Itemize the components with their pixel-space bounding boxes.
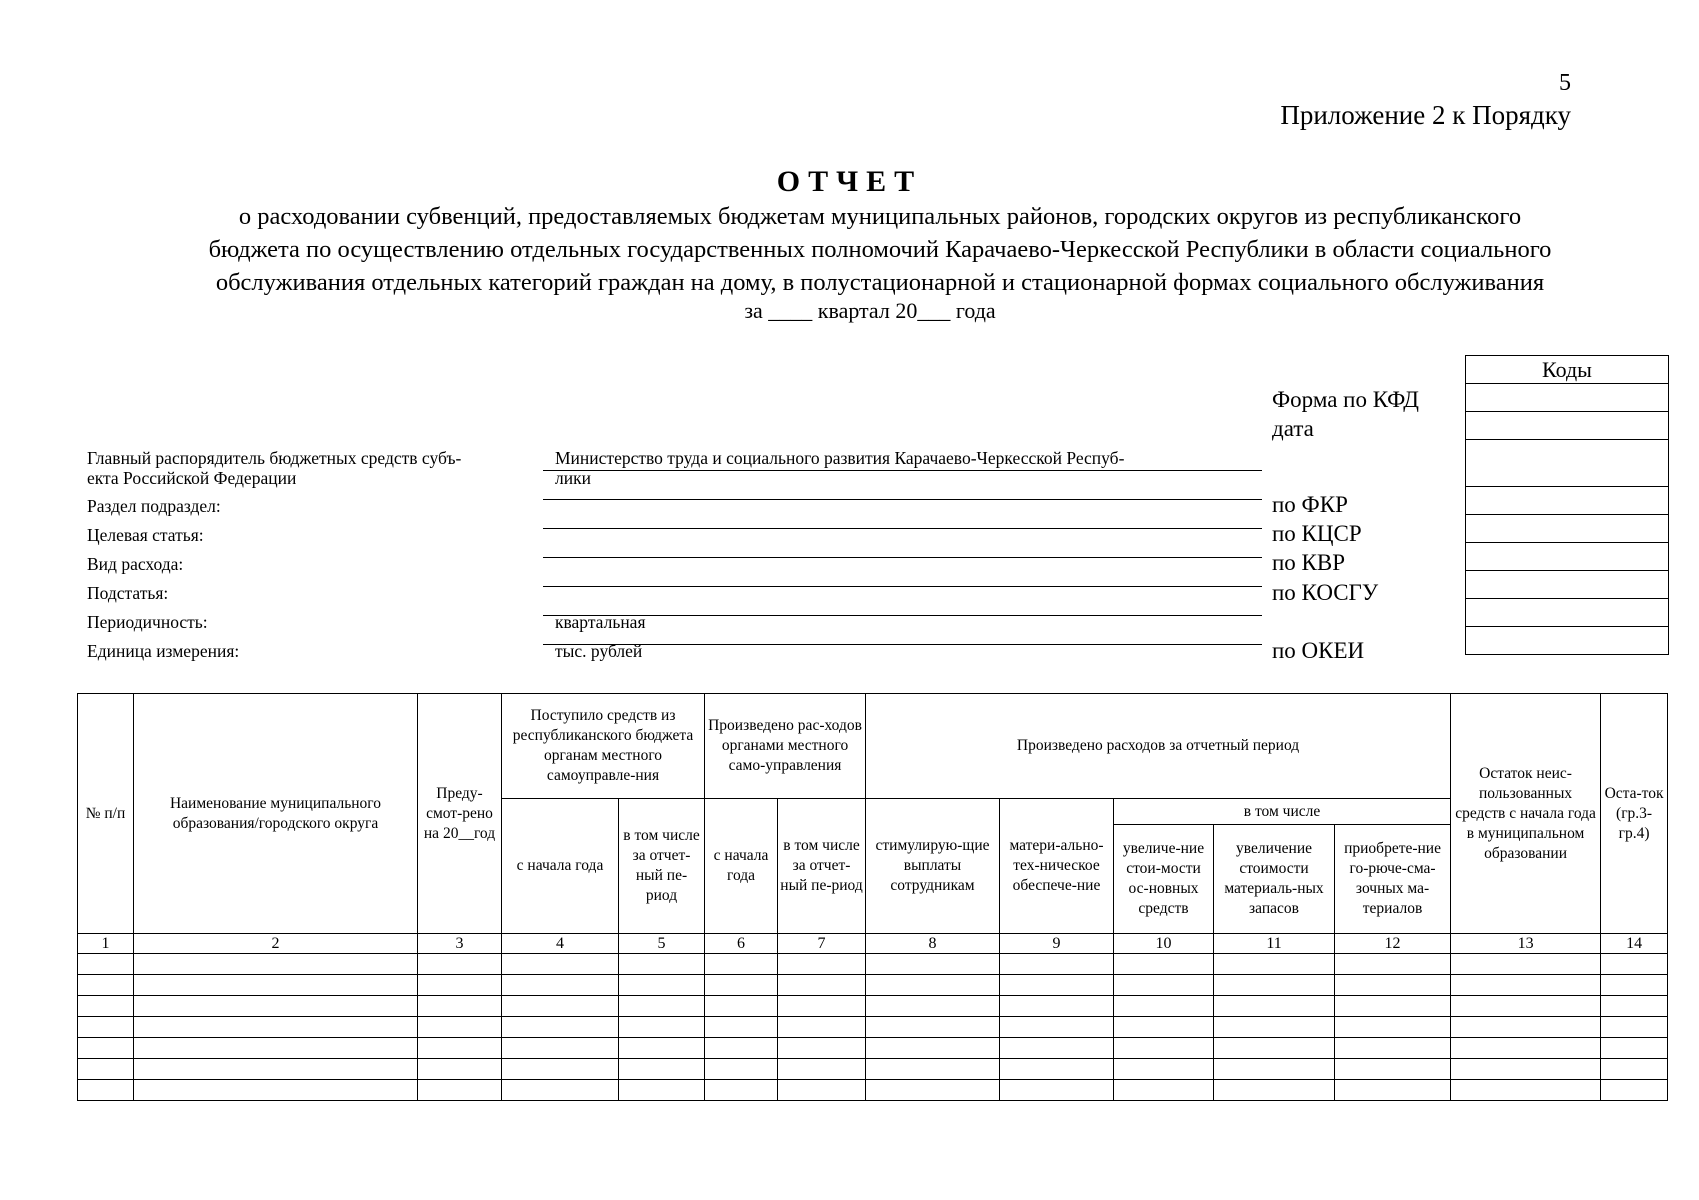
report-period: за ____ квартал 20___ года [744,298,996,323]
table-cell[interactable] [418,1059,502,1080]
colnum-3: 3 [418,934,502,954]
table-cell[interactable] [619,996,705,1017]
colnum-5: 5 [619,934,705,954]
section-line[interactable] [543,499,1262,500]
date-label: дата [1272,416,1314,441]
table-cell[interactable] [705,954,778,975]
code-okei[interactable] [1466,627,1669,655]
table-cell[interactable] [1000,975,1114,996]
subtitle-line-3: обслуживания отдельных категорий граждан на дому, в полустационарной и стационарной формах социального обслуживания [215,269,1545,296]
table-row [78,996,1668,1017]
table-cell[interactable] [502,1059,619,1080]
table-cell[interactable] [1451,1059,1601,1080]
table-row [78,1059,1668,1080]
colnum-8: 8 [866,934,1000,954]
table-cell[interactable] [705,1038,778,1059]
table-cell[interactable] [502,975,619,996]
colnum-4: 4 [502,934,619,954]
colnum-1: 1 [78,934,134,954]
periodicity-label: Периодичность: [87,612,208,632]
sub-received-from-year-start: с начала года [502,799,619,934]
colnum-7: 7 [778,934,866,954]
sub-spent-incl-period: в том числе за отчет-ный пе-риод [778,799,866,934]
table-cell[interactable] [502,996,619,1017]
table-cell[interactable] [1451,954,1601,975]
table-cell[interactable] [1335,996,1451,1017]
unit-line[interactable] [543,644,1262,645]
table-cell[interactable] [866,954,1000,975]
table-cell[interactable] [778,1038,866,1059]
table-cell[interactable] [134,996,418,1017]
manager-value: Министерство труда и социального развития Карачаево-Черкесской Респуб- лики [555,448,1125,488]
table-cell[interactable] [705,996,778,1017]
codes-header: Коды [1466,356,1669,384]
table-cell[interactable] [778,975,866,996]
table-cell[interactable] [1335,1017,1451,1038]
code-date[interactable] [1466,412,1669,440]
table-cell[interactable] [1114,996,1214,1017]
table-cell[interactable] [1000,1038,1114,1059]
subarticle-line[interactable] [543,586,1262,587]
col-received-header: Поступило средств из республиканского бюджета органам местного самоуправле-ния [502,694,705,799]
table-cell[interactable] [418,1017,502,1038]
table-cell[interactable] [502,1080,619,1101]
table-cell[interactable] [1601,975,1668,996]
table-cell[interactable] [1000,1080,1114,1101]
page-number: 5 [1559,70,1571,96]
colnum-13: 13 [1451,934,1601,954]
table-cell[interactable] [1601,1080,1668,1101]
codes-table [1465,355,1669,655]
table-cell[interactable] [418,996,502,1017]
code-periodicity[interactable] [1466,599,1669,627]
table-cell[interactable] [1114,954,1214,975]
table-cell[interactable] [78,1017,134,1038]
sub-spent-from-year-start: с начала года [705,799,778,934]
report-title: ОТЧЕТ [776,165,923,198]
table-cell[interactable] [1601,1059,1668,1080]
colnum-14: 14 [1601,934,1668,954]
table-cell[interactable] [1335,1059,1451,1080]
table-cell[interactable] [1000,1059,1114,1080]
table-cell[interactable] [1601,996,1668,1017]
kcsr-label: по КЦСР [1272,521,1362,546]
table-cell[interactable] [1114,1080,1214,1101]
table-cell[interactable] [705,1017,778,1038]
table-cell[interactable] [502,954,619,975]
section-label: Раздел подраздел: [87,496,221,516]
table-cell[interactable] [778,1059,866,1080]
table-cell[interactable] [134,1017,418,1038]
table-cell[interactable] [705,1080,778,1101]
table-row [78,1017,1668,1038]
expense-type-label: Вид расхода: [87,554,184,574]
manager-label: Главный распорядитель бюджетных средств субъ- екта Российской Федерации [87,448,462,488]
colnum-11: 11 [1214,934,1335,954]
table-cell[interactable] [1114,1059,1214,1080]
table-cell[interactable] [778,1017,866,1038]
table-cell[interactable] [1214,996,1335,1017]
table-cell[interactable] [134,1080,418,1101]
table-cell[interactable] [502,1017,619,1038]
code-kcsr[interactable] [1466,515,1669,543]
kvr-label: по КВР [1272,550,1346,575]
table-cell[interactable] [619,1038,705,1059]
table-cell[interactable] [1214,975,1335,996]
colnum-6: 6 [705,934,778,954]
table-cell[interactable] [78,1080,134,1101]
okei-label: по ОКЕИ [1272,638,1365,663]
table-cell[interactable] [1451,1038,1601,1059]
table-cell[interactable] [1601,954,1668,975]
col-spent-local-header: Произведено рас-ходов органами местного само-управления [705,694,866,799]
table-cell[interactable] [1335,954,1451,975]
table-cell[interactable] [1451,996,1601,1017]
table-cell[interactable] [418,1038,502,1059]
table-cell[interactable] [619,975,705,996]
table-cell[interactable] [778,1080,866,1101]
empty-rows [78,954,1668,1101]
table-cell[interactable] [866,975,1000,996]
sub-including: в том числе [1114,799,1451,825]
table-cell[interactable] [418,1080,502,1101]
table-cell[interactable] [619,1080,705,1101]
table-cell[interactable] [134,1038,418,1059]
table-cell[interactable] [1214,1059,1335,1080]
unit-value: тыс. рублей [555,641,643,661]
col-name-header: Наименование муниципального образования/городского округа [134,694,418,934]
table-cell[interactable] [619,954,705,975]
kosgu-label: по КОСГУ [1272,580,1379,605]
col-remainder-begin-header: Остаток неис-пользованных средств с начала года в муниципальном образовании [1451,694,1601,934]
table-cell[interactable] [1114,1017,1214,1038]
colnum-9: 9 [1000,934,1114,954]
code-form[interactable] [1466,384,1669,412]
table-cell[interactable] [866,996,1000,1017]
table-cell[interactable] [1000,996,1114,1017]
table-cell[interactable] [1114,1038,1214,1059]
table-cell[interactable] [1335,975,1451,996]
target-label: Целевая статья: [87,525,204,545]
manager-line[interactable] [543,470,1262,471]
report-subtitle [90,200,1670,299]
table-cell[interactable] [1451,975,1601,996]
table-cell[interactable] [1601,1017,1668,1038]
table-cell[interactable] [1214,1038,1335,1059]
table-cell[interactable] [1451,1017,1601,1038]
sub-fuel: приобрете-ние го-рюче-сма-зочных ма-териалов [1335,825,1451,934]
colnum-2: 2 [134,934,418,954]
colnum-10: 10 [1114,934,1214,954]
code-kvr[interactable] [1466,543,1669,571]
table-cell[interactable] [866,1017,1000,1038]
table-cell[interactable] [778,954,866,975]
table-cell[interactable] [134,975,418,996]
table-cell[interactable] [78,1038,134,1059]
sub-incentive-payments: стимулирую-щие выплаты сотрудникам [866,799,1000,934]
fkr-label: по ФКР [1272,492,1348,517]
table-row [78,1038,1668,1059]
table-cell[interactable] [778,996,866,1017]
table-cell[interactable] [1335,1038,1451,1059]
code-kosgu[interactable] [1466,571,1669,599]
table-cell[interactable] [1114,975,1214,996]
table-cell[interactable] [705,975,778,996]
table-cell[interactable] [866,1038,1000,1059]
sub-received-incl-period: в том числе за отчет-ный пе-риод [619,799,705,934]
table-cell[interactable] [134,1059,418,1080]
table-cell[interactable] [1451,1080,1601,1101]
table-cell[interactable] [418,954,502,975]
table-cell[interactable] [134,954,418,975]
subtitle-line-1: о расходовании субвенций, предоставляемых бюджетам муниципальных районов, городских округов из республиканского [238,203,1522,230]
col-planned-header: Преду-смот-рено на 20__год [418,694,502,934]
table-row [78,975,1668,996]
expense-type-line[interactable] [543,557,1262,558]
table-cell[interactable] [78,954,134,975]
table-cell[interactable] [78,996,134,1017]
target-line[interactable] [543,528,1262,529]
table-cell[interactable] [502,1038,619,1059]
table-cell[interactable] [619,1059,705,1080]
table-row [78,954,1668,975]
table-row [78,1080,1668,1101]
sub-material-support: матери-ально-тех-ническое обеспече-ние [1000,799,1114,934]
table-cell[interactable] [418,975,502,996]
periodicity-line[interactable] [543,615,1262,616]
table-cell[interactable] [78,1059,134,1080]
column-number-row [78,934,1668,954]
table-cell[interactable] [1000,1017,1114,1038]
colnum-12: 12 [1335,934,1451,954]
table-cell[interactable] [1214,1080,1335,1101]
table-cell[interactable] [705,1059,778,1080]
expense-report-table [77,693,1668,1101]
table-cell[interactable] [1214,954,1335,975]
table-cell[interactable] [1000,954,1114,975]
table-cell[interactable] [866,1080,1000,1101]
table-cell[interactable] [1601,1038,1668,1059]
subtitle-line-2: бюджета по осуществлению отдельных государственных полномочий Карачаево-Черкесской Республики в области социального [208,236,1552,263]
code-fkr[interactable] [1466,487,1669,515]
form-kfd-label: Форма по КФД [1272,387,1419,412]
sub-inventory: увеличение стоимости материаль-ных запасов [1214,825,1335,934]
table-cell[interactable] [78,975,134,996]
table-cell[interactable] [1335,1080,1451,1101]
table-cell[interactable] [866,1059,1000,1080]
appendix-label: Приложение 2 к Порядку [1280,100,1571,130]
col-spent-period-header: Произведено расходов за отчетный период [866,694,1451,799]
table-cell[interactable] [1214,1017,1335,1038]
sub-fixed-assets: увеличе-ние стои-мости ос-новных средств [1114,825,1214,934]
subarticle-label: Подстатья: [87,583,169,603]
code-manager[interactable] [1466,440,1669,487]
periodicity-value: квартальная [555,612,646,632]
unit-label: Единица измерения: [87,641,240,661]
table-cell[interactable] [619,1017,705,1038]
header-row-1 [78,694,1668,799]
col-number-header: № п/п [78,694,134,934]
col-remainder-header: Оста-ток (гр.3-гр.4) [1601,694,1668,934]
